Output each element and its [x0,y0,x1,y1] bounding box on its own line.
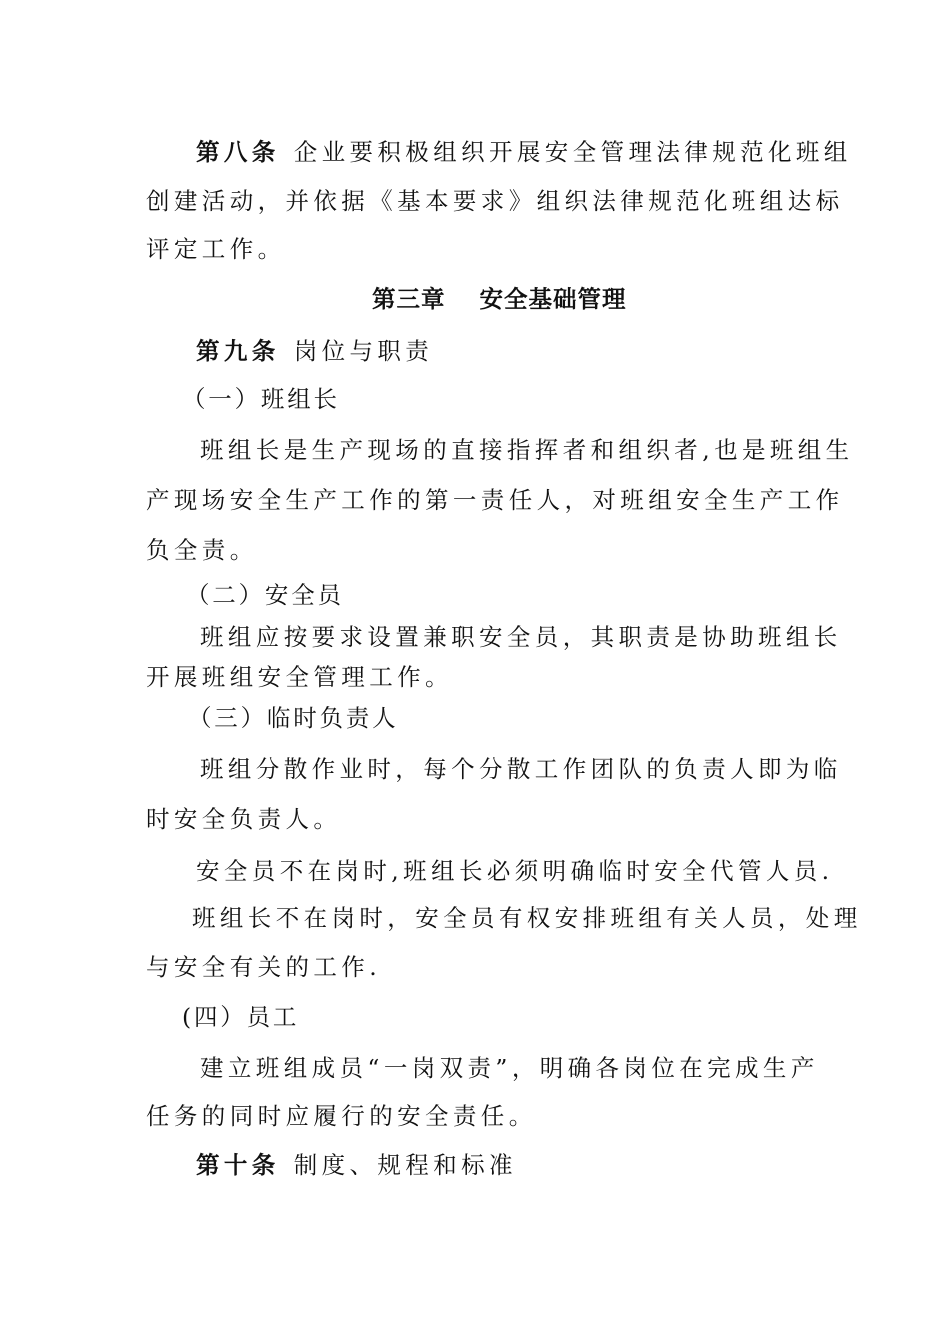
sub-4-line-1: 建立班组成员“一岗双责”，明确各岗位在完成生产 [200,1054,819,1082]
sub-heading-2: （二）安全员 [186,581,344,609]
chapter-title: 安全基础管理 [479,285,627,313]
sub-heading-1: （一）班组长 [182,385,340,413]
chapter-heading [372,284,627,314]
chapter-number: 第三章 [372,285,446,313]
sub-3-line-2: 时安全负责人。 [146,805,342,833]
sub-heading-3: （三）临时负责人 [188,704,399,732]
sub-3-line-3: 安全员不在岗时,班组长必须明确临时安全代管人员. [196,857,834,885]
article-8-line-1 [196,137,852,167]
sub-1-line-1: 班组长是生产现场的直接指挥者和组织者,也是班组生 [200,436,854,464]
sub-2-line-2: 开展班组安全管理工作。 [146,663,453,691]
sub-1-line-2: 产现场安全生产工作的第一责任人，对班组安全生产工作 [146,486,844,514]
article-9-heading [196,336,433,366]
sub-1-line-3: 负全责。 [146,536,258,564]
article-10-label: 第十条 [196,1151,280,1179]
sub-4-line-2: 任务的同时应履行的安全责任。 [146,1102,537,1130]
article-8-line-2: 创建活动，并依据《基本要求》组织法律规范化班组达标 [146,187,844,215]
sub-heading-4: (四）员工 [182,1003,300,1031]
article-10-text: 制度、规程和标准 [293,1151,517,1179]
article-8-label: 第八条 [196,138,280,166]
article-10-heading [196,1150,517,1180]
article-9-label: 第九条 [196,337,280,365]
article-8-text: 企业要积极组织开展安全管理法律规范化班组 [293,138,852,166]
sub-3-line-1: 班组分散作业时，每个分散工作团队的负责人即为临 [200,755,842,783]
sub-3-line-5: 与安全有关的工作. [146,953,382,981]
sub-2-line-1: 班组应按要求设置兼职安全员，其职责是协助班组长 [200,623,842,651]
article-9-text: 岗位与职责 [293,337,434,365]
sub-3-line-4: 班组长不在岗时，安全员有权安排班组有关人员，处理 [192,904,862,932]
article-8-line-3: 评定工作。 [146,235,286,263]
